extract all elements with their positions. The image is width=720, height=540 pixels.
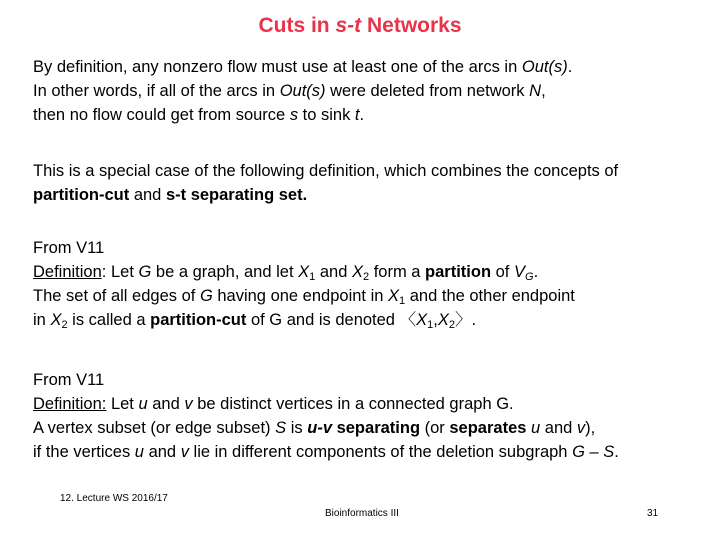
paragraph-partition-cut-definition: From V11 Definition: Let G be a graph, and let $X_1$ and $X_2$ form a partition of $V_G$. The set of all edges of G having one endpoint in $X_1$ and the other endpoint in $X_2$ is called a partition-cut of G and is denoted 〈$X_1,X_2$〉. — [33, 239, 575, 331]
footer-lecture-info: 12. Lecture WS 2016/17 — [60, 493, 168, 504]
slide-title: Cuts in s-t Networks — [258, 14, 462, 37]
footer-course-name: Bioinformatics III — [325, 508, 399, 519]
page-number: 31 — [647, 508, 659, 519]
paragraph-special-case: This is a special case of the following definition, which combines the concepts of partition-cut and s-t separating set. — [33, 162, 619, 204]
paragraph-separating-set-definition: From V11 Definition: Let u and v be distinct vertices in a connected graph G. A vertex subset (or edge subset) S is u-v separating (or separates u and v), if the vertices u and v lie in different components of the deletion subgraph G – S. — [33, 371, 619, 461]
paragraph-flow-definition: By definition, any nonzero flow must use at least one of the arcs in Out(s). In other words, if all of the arcs in Out(s) were deleted from network N, then no flow could get from source s to sink t. — [33, 58, 573, 124]
